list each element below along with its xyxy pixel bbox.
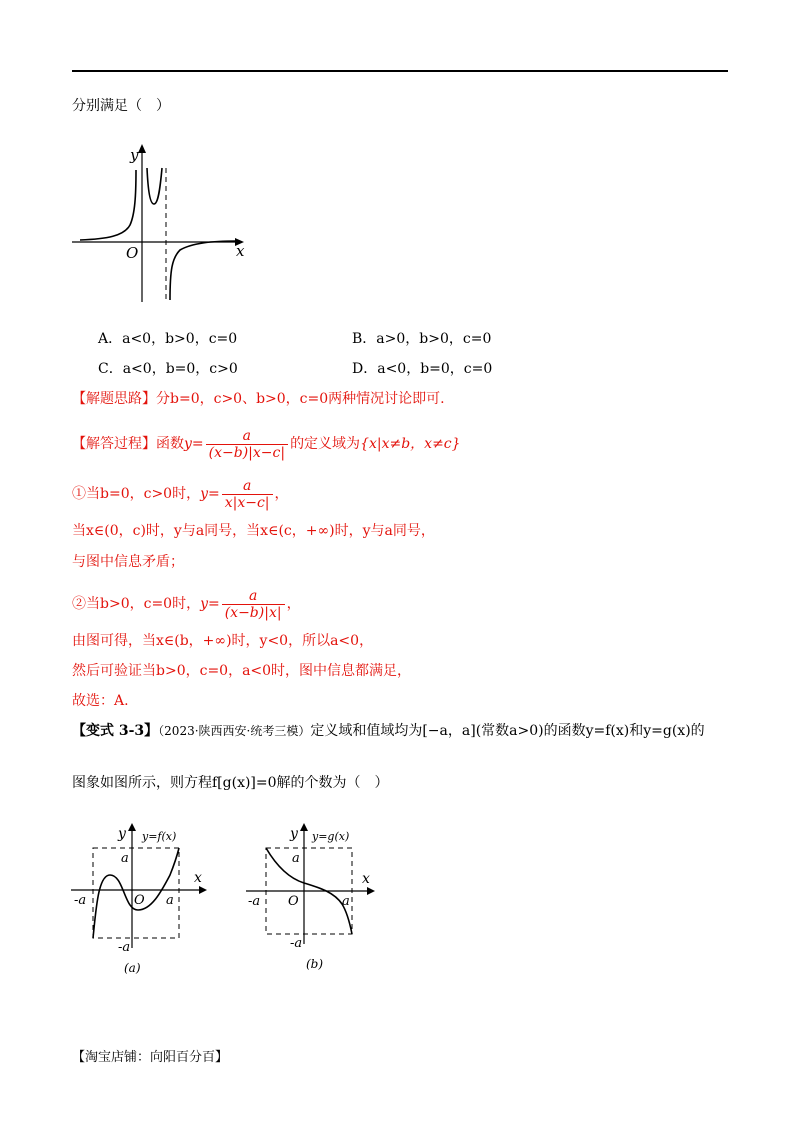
variant-tag: 【变式 3-3】: [72, 723, 159, 739]
case-1-frac-num: a: [222, 478, 273, 495]
process-y-eq: y=: [184, 436, 204, 452]
case-2-frac-den: (x−b)|x|: [224, 604, 282, 621]
origin-label: O: [126, 244, 139, 262]
graph-a-a-top: a: [121, 851, 129, 866]
case-2-line-2: 由图可得，当x∈(b，+∞)时，y<0，所以a<0，: [72, 633, 374, 649]
graph-a-x-arrow: [199, 886, 207, 894]
solution-process: [72, 426, 461, 462]
graph-b-y-label: y: [290, 826, 298, 842]
process-domain: {x|x≠b，x≠c}: [360, 436, 461, 452]
graph-b-x-arrow: [367, 887, 375, 895]
y-axis-label: y: [130, 146, 139, 164]
graph-b: [246, 820, 386, 980]
option-b: B．a>0，b>0，c=0: [352, 331, 492, 347]
process-frac-den: (x−b)|x−c|: [208, 444, 286, 461]
header-rule: [72, 70, 728, 72]
graph-a-x-label: x: [194, 870, 202, 886]
variant-line-1: [72, 722, 705, 740]
question-stem-tail: 分别满足（ ）: [72, 98, 170, 114]
process-fraction: [206, 428, 288, 461]
graph-a-func-label: y=f(x): [142, 830, 177, 843]
graph-b-neg-a-left: -a: [248, 894, 261, 909]
variant-text-1: 定义域和值域均为[−a，a](常数a>0)的函数y=f(x)和y=g(x)的: [310, 723, 705, 739]
graph-a-a-right: a: [166, 893, 174, 908]
solution-process-tag: 【解答过程】: [72, 436, 156, 452]
solution-idea-text: 分b=0，c>0、b>0，c=0两种情况讨论即可.: [156, 391, 445, 407]
case-2-line-3: 然后可验证当b>0，c=0，a<0时，图中信息都满足，: [72, 663, 412, 679]
graph-a-y-label: y: [118, 826, 126, 842]
case-2-tail: ，: [286, 596, 301, 612]
case-2: [72, 586, 301, 622]
curve-left-branch: [80, 170, 136, 240]
variant-source: （2023·陕西西安·统考三模）: [158, 724, 311, 738]
case-2-fraction: [222, 588, 285, 621]
graph-b-y-arrow: [300, 823, 308, 831]
option-a: A．a<0，b>0，c=0: [98, 331, 238, 347]
curve-right-branch: [170, 241, 237, 300]
graph-b-origin: O: [288, 894, 299, 909]
graph-a-origin: O: [134, 893, 145, 908]
case-1-fraction: [222, 478, 273, 511]
solution-idea: [72, 390, 445, 408]
y-axis-arrow: [138, 144, 146, 153]
case-2-head: ②当b>0，c=0时，: [72, 596, 201, 612]
graph-b-caption: (b): [306, 957, 324, 971]
case-2-y-eq: y=: [200, 596, 220, 612]
case-2-frac-num: a: [222, 588, 285, 605]
graph-b-neg-a-bottom: -a: [290, 936, 303, 951]
graph-a: [66, 820, 216, 980]
case-1-tail: ，: [274, 486, 289, 502]
case-1-line-3: 与图中信息矛盾；: [72, 554, 184, 570]
case-1-y-eq: y=: [200, 486, 220, 502]
graph-a-caption: (a): [124, 961, 141, 975]
option-c: C．a<0，b=0，c>0: [98, 361, 238, 377]
solution-idea-tag: 【解题思路】: [72, 391, 156, 407]
case-1-frac-den: x|x−c|: [224, 494, 270, 511]
process-frac-num: a: [206, 428, 288, 445]
graph-b-a-top: a: [292, 851, 300, 866]
variant-line-2: 图象如图所示，则方程f[g(x)]=0解的个数为（ ）: [72, 775, 389, 791]
answer-line: 故选：A.: [72, 693, 129, 709]
graph-a-neg-a-left: -a: [74, 893, 87, 908]
case-1: [72, 476, 289, 512]
graph-b-x-label: x: [362, 871, 370, 887]
x-axis-label: x: [236, 242, 245, 260]
graph-b-a-right: a: [342, 894, 350, 909]
footer-shop-label: 【淘宝店铺：向阳百分百】: [72, 1050, 229, 1065]
option-d: D．a<0，b=0，c=0: [352, 361, 493, 377]
curve-middle-branch: [147, 168, 162, 204]
graph-a-neg-a-bottom: -a: [118, 940, 131, 955]
case-1-line-2: 当x∈(0，c)时，y与a同号，当x∈(c，+∞)时，y与a同号，: [72, 523, 435, 539]
process-mid: 的定义域为: [290, 436, 361, 452]
function-graph-1: [72, 140, 252, 305]
case-1-head: ①当b=0，c>0时，: [72, 486, 201, 502]
graph-a-y-arrow: [128, 823, 136, 831]
graph-b-func-label: y=g(x): [312, 830, 350, 843]
process-lead: 函数: [156, 436, 184, 452]
